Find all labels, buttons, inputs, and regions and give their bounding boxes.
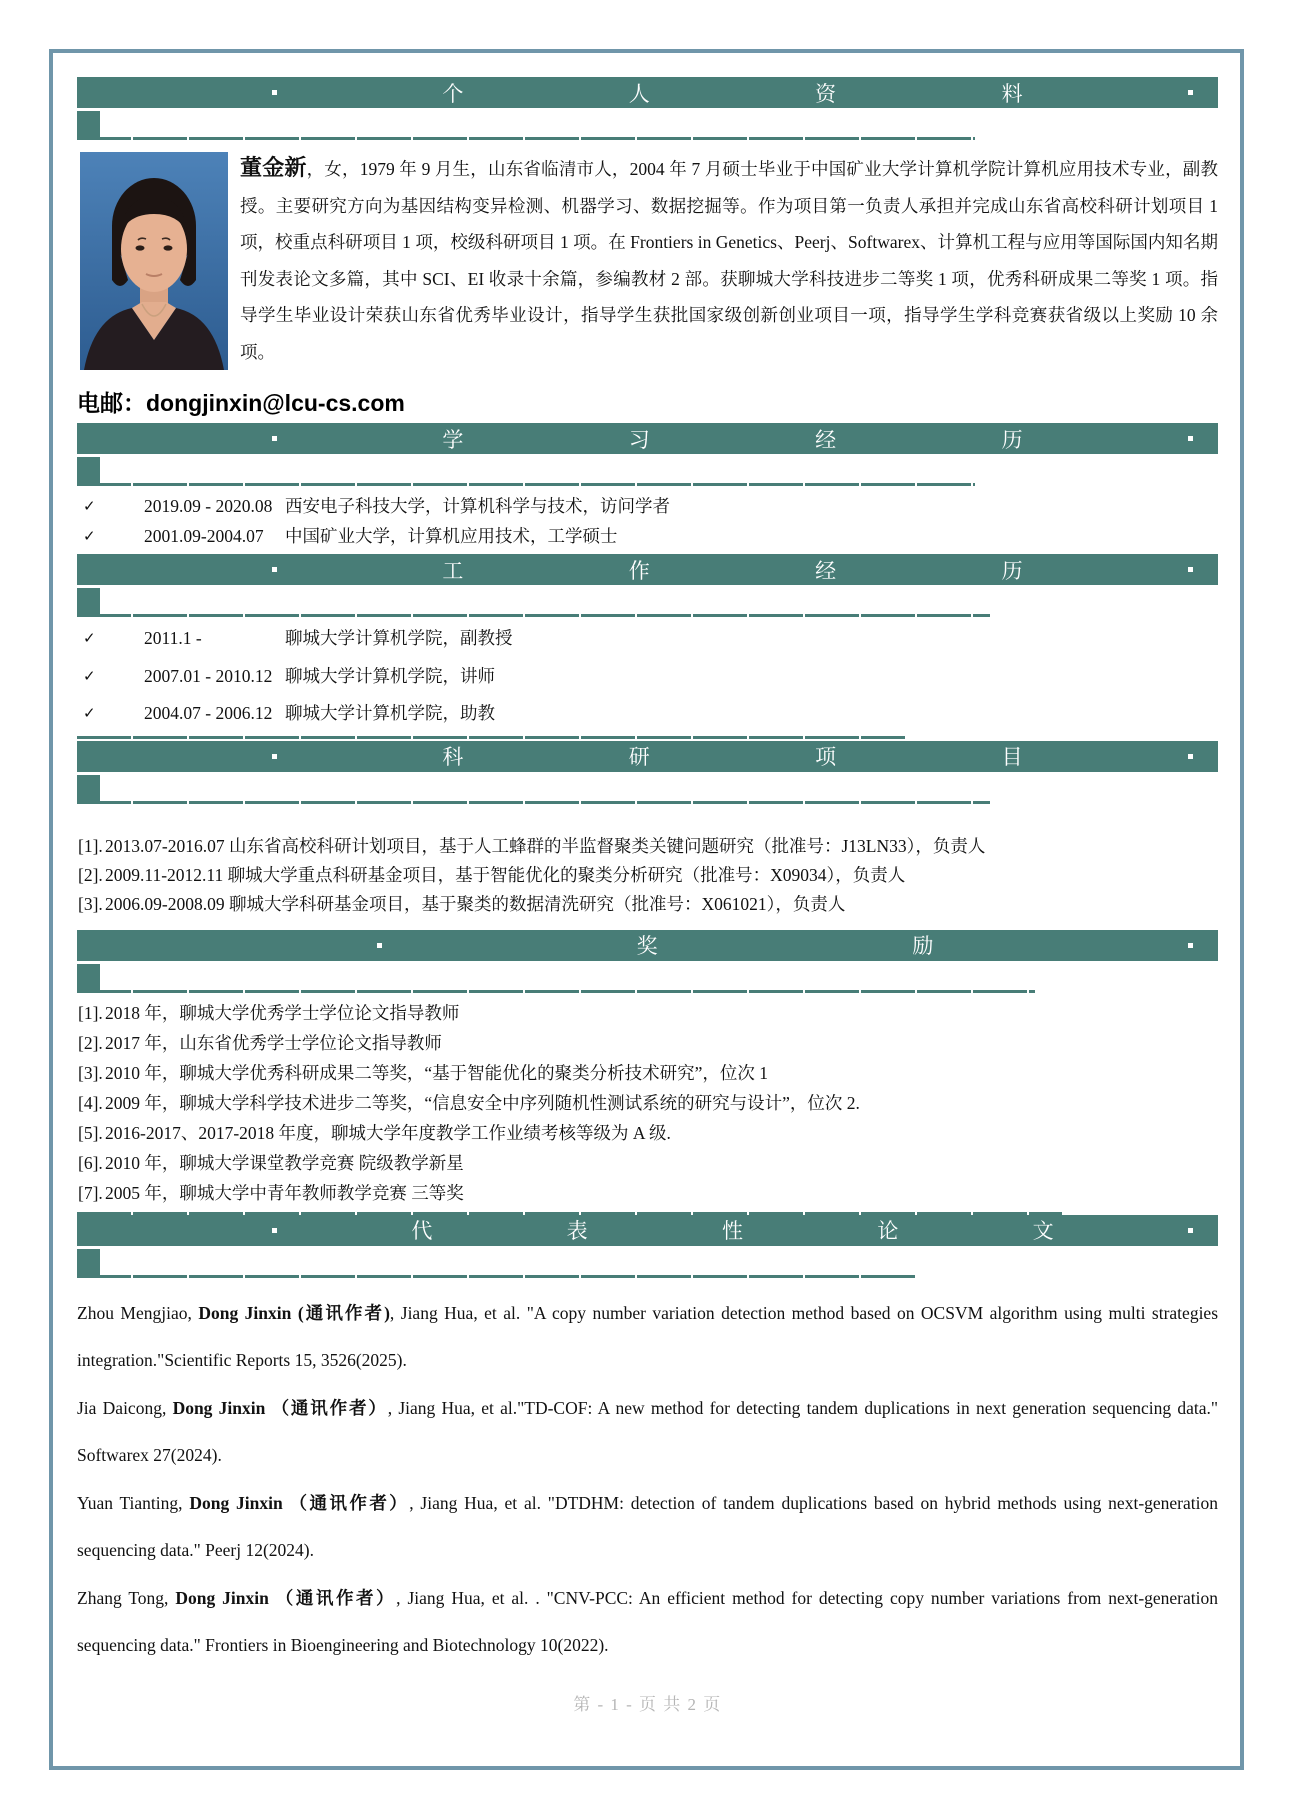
authors-pre: Yuan Tianting, bbox=[77, 1492, 190, 1513]
section-underline-row bbox=[77, 774, 1218, 804]
banner-title-char: 目 bbox=[1001, 746, 1023, 769]
corresponding-author: Dong Jinxin (通讯作者) bbox=[198, 1302, 390, 1323]
publication-text: , Jiang Hua, et al. "DTDHM: detection of tandem duplications based on hybrid methods using next-generation sequencing data." Peerj 12(2024). bbox=[77, 1492, 1218, 1560]
work-list bbox=[77, 620, 1218, 733]
award-text: 2018 年，聊城大学优秀学士学位论文指导教师 bbox=[105, 1002, 460, 1023]
email-value: dongjinxin@lcu-cs.com bbox=[146, 390, 405, 416]
work-desc: 聊城大学计算机学院，助教 bbox=[285, 703, 495, 723]
email-line bbox=[77, 385, 1218, 418]
section-header-projects bbox=[77, 741, 1218, 772]
date-range: 2019.09 - 2020.08 bbox=[144, 496, 273, 516]
banner-title-char: 科 bbox=[442, 746, 464, 769]
work-item bbox=[77, 620, 1218, 658]
underscore-rule bbox=[77, 483, 975, 486]
banner-title-char: 文 bbox=[1032, 1220, 1054, 1243]
corresponding-author: Dong Jinxin （通讯作者） bbox=[189, 1492, 410, 1513]
dot-icon bbox=[377, 943, 382, 948]
education-item bbox=[77, 492, 1218, 522]
project-text: 2013.07-2016.07 山东省高校科研计划项目，基于人工蜂群的半监督聚类关键问题研究（批准号：J13LN33），负责人 bbox=[105, 835, 986, 856]
awards-list bbox=[77, 998, 1218, 1208]
banner-title-char: 作 bbox=[628, 559, 650, 583]
banner-title-char: 学 bbox=[442, 428, 464, 452]
banner-title-char: 历 bbox=[1001, 428, 1023, 452]
checkmark-icon: ✓ bbox=[83, 666, 96, 685]
portrait-photo bbox=[80, 152, 228, 370]
banner-title-char: 性 bbox=[721, 1220, 743, 1243]
education-desc: 中国矿业大学，计算机应用技术，工学硕士 bbox=[285, 525, 618, 546]
section-underline-row bbox=[77, 963, 1218, 993]
award-item bbox=[77, 1118, 1218, 1148]
item-number: [2]. bbox=[78, 1032, 103, 1053]
section-underline-row bbox=[77, 456, 1218, 486]
publication-text: , Jiang Hua, et al. . "CNV-PCC: An efficient method for detecting copy number variations from next-generation sequencing data." Frontiers in Bioengineering and Biotechnology 10(2022). bbox=[77, 1587, 1219, 1655]
work-item bbox=[77, 658, 1218, 696]
publication-item bbox=[77, 1480, 1218, 1575]
person-name: 董金新 bbox=[240, 155, 307, 180]
section-header-profile bbox=[77, 77, 1218, 108]
publication-item bbox=[77, 1575, 1218, 1670]
underscore-rule bbox=[77, 1275, 915, 1278]
banner-title-char: 论 bbox=[877, 1220, 899, 1243]
section-header-awards bbox=[77, 930, 1218, 961]
item-number: [2]. bbox=[78, 864, 103, 885]
dot-icon bbox=[1188, 943, 1193, 948]
resume-content bbox=[77, 77, 1218, 1715]
item-number: [5]. bbox=[78, 1122, 103, 1143]
checkmark-icon: ✓ bbox=[83, 526, 96, 545]
item-number: [3]. bbox=[78, 893, 103, 914]
project-item bbox=[77, 832, 1218, 861]
banner-title-char: 励 bbox=[912, 935, 934, 958]
publication-item bbox=[77, 1290, 1218, 1385]
item-number: [3]. bbox=[78, 1062, 103, 1083]
banner-title-char: 习 bbox=[628, 428, 650, 452]
corresponding-author: Dong Jinxin （通讯作者） bbox=[172, 1397, 388, 1418]
project-item bbox=[77, 890, 1218, 919]
dot-icon bbox=[272, 436, 277, 441]
underscore-rule bbox=[77, 614, 990, 617]
authors-pre: Jia Daicong, bbox=[77, 1397, 173, 1418]
teal-square-marker bbox=[77, 1249, 100, 1275]
authors-pre: Zhang Tong, bbox=[77, 1587, 176, 1608]
banner-title-char: 人 bbox=[628, 82, 650, 106]
section-header-publications bbox=[77, 1215, 1218, 1246]
education-list bbox=[77, 492, 1218, 551]
work-desc: 聊城大学计算机学院，副教授 bbox=[285, 628, 513, 648]
award-item bbox=[77, 998, 1218, 1028]
underscore-rule bbox=[77, 801, 990, 804]
award-text: 2017 年，山东省优秀学士学位论文指导教师 bbox=[105, 1032, 442, 1053]
banner-title-char: 个 bbox=[442, 82, 464, 106]
dot-icon bbox=[272, 567, 277, 572]
bio-paragraph bbox=[77, 150, 1218, 370]
teal-square-marker bbox=[77, 111, 100, 137]
dot-icon bbox=[1188, 567, 1193, 572]
item-number: [7]. bbox=[78, 1182, 103, 1203]
award-text: 2010 年，聊城大学课堂教学竞赛 院级教学新星 bbox=[105, 1152, 464, 1173]
teal-square-marker bbox=[77, 457, 100, 483]
award-item bbox=[77, 1058, 1218, 1088]
profile-block bbox=[77, 150, 1218, 372]
corresponding-author: Dong Jinxin （通讯作者） bbox=[175, 1587, 397, 1608]
item-number: [1]. bbox=[78, 1002, 103, 1023]
bio-text: ，女，1979 年 9 月生，山东省临清市人，2004 年 7 月硕士毕业于中国矿业大学计算机学院计算机应用技术专业，副教授。主要研究方向为基因结构变异检测、机器学习、数据挖掘等。作为项目第一负责人承担并完成山东省高校科研计划项目 1 项，校重点科研项目 1 项，校级科研项目 1 项。在 Frontiers in Genetics、Peerj、Softwarex、计算机工程与应用等国际国内知名期刊发表论文多篇，其中 SCI、EI 收录十余篇，参编教材 2 部。获聊城大学科技进步二等奖 1 项，优秀科研成果二等奖 1 项。指导学生毕业设计荣获山东省优秀毕业设计，指导学生获批国家级创新创业项目一项，指导学生学科竞赛获省级以上奖励 10 余项。 bbox=[240, 159, 1218, 362]
education-item bbox=[77, 522, 1218, 552]
banner-title-char: 经 bbox=[815, 559, 837, 583]
award-item bbox=[77, 1178, 1218, 1208]
project-text: 2009.11-2012.11 聊城大学重点科研基金项目，基于智能优化的聚类分析研究（批准号：X09034），负责人 bbox=[105, 864, 906, 885]
item-number: [1]. bbox=[78, 835, 103, 856]
publication-text: , Jiang Hua, et al. "A copy number variation detection method based on OCSVM algorithm using multi strategies integration."Scientific Reports 15, 3526(2025). bbox=[77, 1302, 1219, 1370]
underscore-rule bbox=[77, 137, 975, 140]
award-text: 2016-2017、2017-2018 年度，聊城大学年度教学工作业绩考核等级为 A 级. bbox=[105, 1122, 671, 1143]
award-item bbox=[77, 1148, 1218, 1178]
dot-icon bbox=[1188, 1228, 1193, 1233]
banner-title-char: 奖 bbox=[636, 935, 658, 958]
teal-square-marker bbox=[77, 964, 100, 990]
dot-icon bbox=[1188, 754, 1193, 759]
banner-title-char: 研 bbox=[628, 746, 650, 769]
banner-title-char: 代 bbox=[411, 1220, 433, 1243]
project-text: 2006.09-2008.09 聊城大学科研基金项目，基于聚类的数据清洗研究（批准号：X061021），负责人 bbox=[105, 893, 846, 914]
project-item bbox=[77, 861, 1218, 890]
banner-title-char: 项 bbox=[815, 746, 837, 769]
dot-icon bbox=[272, 754, 277, 759]
section-underline-row bbox=[77, 1248, 1218, 1278]
dot-icon bbox=[272, 1228, 277, 1233]
date-range: 2011.1 - bbox=[144, 628, 202, 648]
date-range: 2007.01 - 2010.12 bbox=[144, 665, 273, 686]
item-number: [6]. bbox=[78, 1152, 103, 1173]
date-range: 2001.09-2004.07 bbox=[144, 525, 264, 546]
award-text: 2005 年，聊城大学中青年教师教学竞赛 三等奖 bbox=[105, 1182, 464, 1203]
banner-title-char: 表 bbox=[566, 1220, 588, 1243]
section-underline-row bbox=[77, 110, 1218, 140]
dot-icon bbox=[272, 90, 277, 95]
award-item bbox=[77, 1028, 1218, 1058]
award-item bbox=[77, 1088, 1218, 1118]
banner-title-char: 工 bbox=[442, 559, 464, 583]
underscore-rule bbox=[77, 990, 1035, 993]
teal-square-marker bbox=[77, 775, 100, 801]
teal-square-marker bbox=[77, 588, 100, 614]
checkmark-icon: ✓ bbox=[83, 497, 96, 515]
authors-pre: Zhou Mengjiao, bbox=[77, 1302, 199, 1323]
award-text: 2010 年，聊城大学优秀科研成果二等奖，“基于智能优化的聚类分析技术研究”，位次 1 bbox=[105, 1062, 769, 1083]
award-text: 2009 年，聊城大学科学技术进步二等奖，“信息安全中序列随机性测试系统的研究与设计”，位次 2. bbox=[105, 1092, 860, 1113]
section-underline-row bbox=[77, 587, 1218, 617]
item-number: [4]. bbox=[78, 1092, 103, 1113]
education-desc: 西安电子科技大学，计算机科学与技术，访问学者 bbox=[285, 496, 670, 516]
section-header-work bbox=[77, 554, 1218, 585]
dot-icon bbox=[1188, 436, 1193, 441]
page-number: 第 - 1 - 页 共 2 页 bbox=[573, 1694, 722, 1714]
date-range: 2004.07 - 2006.12 bbox=[144, 703, 273, 723]
banner-title-char: 料 bbox=[1001, 82, 1023, 106]
publications-list bbox=[77, 1290, 1218, 1670]
underscore-rule bbox=[77, 736, 905, 739]
publication-item bbox=[77, 1385, 1218, 1480]
checkmark-icon: ✓ bbox=[83, 629, 96, 647]
publication-text: , Jiang Hua, et al."TD-COF: A new method for detecting tandem duplications in next generation sequencing data." Softwarex 27(2024). bbox=[77, 1397, 1218, 1465]
dot-icon bbox=[1188, 90, 1193, 95]
email-label: 电邮： bbox=[77, 390, 146, 416]
banner-title-char: 历 bbox=[1001, 559, 1023, 583]
banner-title-char: 资 bbox=[815, 82, 837, 106]
section-header-education bbox=[77, 423, 1218, 454]
projects-list bbox=[77, 832, 1218, 919]
work-desc: 聊城大学计算机学院，讲师 bbox=[285, 665, 495, 686]
checkmark-icon: ✓ bbox=[83, 704, 96, 722]
work-item bbox=[77, 695, 1218, 733]
banner-title-char: 经 bbox=[815, 428, 837, 452]
